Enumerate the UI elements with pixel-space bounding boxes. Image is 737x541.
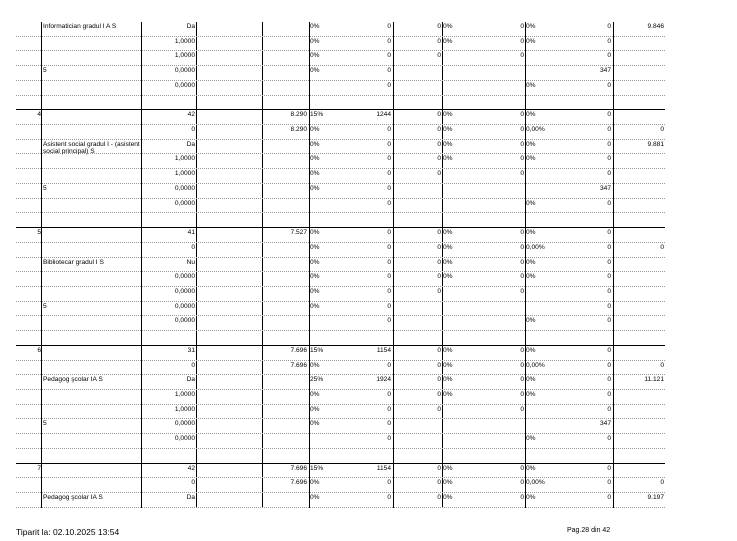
table-row — [16, 110, 665, 125]
cell-percent-a: 0% — [310, 67, 320, 74]
cell-grade-value: Da — [186, 23, 195, 30]
cell-percent-a: 0% — [310, 170, 320, 177]
cell-amount-a: 0 — [387, 479, 391, 486]
cell-amount-a: 0 — [387, 273, 391, 280]
table-row — [16, 81, 665, 96]
table-row — [16, 169, 665, 184]
cell-amount-b: 0 — [437, 52, 441, 59]
table-row — [16, 361, 665, 375]
cell-function-name: Pedagog şcolar IA S — [43, 494, 103, 501]
cell-percent-c: 0% — [526, 200, 536, 207]
cell-base-salary: 7.696 — [290, 347, 307, 354]
cell-percent-c: 0% — [526, 273, 536, 280]
table-row — [16, 154, 665, 169]
cell-amount-b: 0 — [437, 391, 441, 398]
cell-amount-a: 0 — [387, 126, 391, 133]
cell-percent-b: 0% — [443, 479, 453, 486]
table-row — [16, 66, 665, 81]
cell-function-name: 5 — [43, 420, 47, 427]
table-row — [16, 243, 665, 258]
table-row — [16, 258, 665, 272]
cell-amount-a: 1924 — [376, 376, 391, 383]
cell-amount-c: 0 — [520, 347, 524, 354]
cell-grade-value: 0,0000 — [174, 420, 195, 427]
table-row — [16, 140, 665, 154]
cell-amount-b: 0 — [437, 259, 441, 266]
cell-amount-c: 0 — [520, 155, 524, 162]
table-row — [16, 302, 665, 316]
cell-percent-a: 0% — [310, 303, 320, 310]
cell-percent-c: 0% — [526, 391, 536, 398]
cell-percent-c: 0% — [526, 23, 536, 30]
cell-total: 0 — [660, 362, 664, 369]
cell-amount-b: 0 — [437, 126, 441, 133]
cell-amount-a: 0 — [387, 303, 391, 310]
table-row — [16, 287, 665, 302]
cell-amount-a: 0 — [387, 317, 391, 324]
cell-percent-c: 0% — [526, 376, 536, 383]
cell-percent-c: 0,00% — [526, 362, 545, 369]
cell-amount-d: 0 — [607, 170, 611, 177]
cell-percent-a: 0% — [310, 406, 320, 413]
cell-function-name: Informatician gradul I A S — [43, 23, 117, 30]
cell-row-index: 6 — [37, 347, 41, 354]
cell-amount-d: 0 — [607, 494, 611, 501]
cell-amount-d: 0 — [607, 126, 611, 133]
cell-amount-c: 0 — [520, 362, 524, 369]
cell-amount-a: 1244 — [376, 111, 391, 118]
cell-amount-c: 0 — [520, 126, 524, 133]
cell-percent-c: 0% — [526, 494, 536, 501]
cell-percent-b: 0% — [443, 347, 453, 354]
cell-amount-a: 0 — [387, 200, 391, 207]
cell-total: 9.197 — [647, 494, 664, 501]
table-row — [16, 213, 665, 228]
cell-grade-value: 0,0000 — [174, 185, 195, 192]
table-row — [16, 419, 665, 434]
cell-amount-d: 0 — [607, 155, 611, 162]
table-row — [16, 449, 665, 464]
cell-percent-a: 0% — [310, 391, 320, 398]
cell-total: 0 — [660, 126, 664, 133]
cell-total: 0 — [660, 479, 664, 486]
table-row — [16, 184, 665, 199]
cell-percent-b: 0% — [443, 362, 453, 369]
cell-amount-c: 0 — [520, 23, 524, 30]
cell-amount-b: 0 — [437, 229, 441, 236]
cell-amount-d: 0 — [607, 38, 611, 45]
table-row — [16, 478, 665, 493]
cell-function-name: 5 — [43, 67, 47, 74]
print-timestamp: Tiparit la: 02.10.2025 13:54 — [16, 527, 120, 537]
cell-amount-c: 0 — [520, 273, 524, 280]
cell-amount-a: 0 — [387, 52, 391, 59]
cell-base-salary: 7.696 — [290, 362, 307, 369]
table-row — [16, 375, 665, 390]
cell-function-name: 5 — [43, 303, 47, 310]
table-row — [16, 331, 665, 346]
cell-amount-a: 0 — [387, 362, 391, 369]
table-row — [16, 464, 665, 478]
cell-amount-c: 0 — [520, 376, 524, 383]
cell-total: 9.846 — [647, 23, 664, 30]
cell-percent-b: 0% — [443, 141, 453, 148]
cell-amount-b: 0 — [437, 273, 441, 280]
cell-grade-value: Nu — [186, 259, 195, 266]
page-number: Pag.28 din 42 — [567, 527, 611, 534]
cell-amount-a: 0 — [387, 67, 391, 74]
cell-amount-c: 0 — [520, 111, 524, 118]
cell-percent-c: 0% — [526, 111, 536, 118]
table-row — [16, 272, 665, 287]
cell-percent-b: 0% — [443, 494, 453, 501]
cell-percent-c: 0,00% — [526, 479, 545, 486]
cell-amount-d: 0 — [607, 244, 611, 251]
cell-grade-value: 1,0000 — [174, 52, 195, 59]
cell-amount-a: 0 — [387, 170, 391, 177]
cell-percent-a: 0% — [310, 126, 320, 133]
cell-function-name: Asistent social gradul I - (asistent social principal) S — [43, 141, 140, 155]
cell-amount-d: 0 — [607, 479, 611, 486]
salary-table — [16, 22, 665, 508]
cell-amount-b: 0 — [437, 111, 441, 118]
table-row — [16, 405, 665, 419]
cell-percent-c: 0% — [526, 155, 536, 162]
cell-percent-a: 25% — [310, 376, 324, 383]
cell-grade-value: 1,0000 — [174, 170, 195, 177]
cell-amount-c: 0 — [520, 141, 524, 148]
cell-percent-a: 0% — [310, 155, 320, 162]
cell-amount-d: 0 — [607, 141, 611, 148]
cell-amount-c: 0 — [520, 259, 524, 266]
table-row — [16, 228, 665, 243]
cell-percent-c: 0% — [526, 435, 536, 442]
cell-amount-a: 0 — [387, 494, 391, 501]
cell-percent-a: 0% — [310, 185, 320, 192]
cell-amount-a: 0 — [387, 288, 391, 295]
cell-percent-b: 0% — [443, 259, 453, 266]
cell-amount-b: 0 — [437, 376, 441, 383]
cell-amount-b: 0 — [437, 465, 441, 472]
cell-percent-b: 0% — [443, 273, 453, 280]
cell-percent-a: 0% — [310, 273, 320, 280]
cell-function-name: Bibliotecar gradul I S — [43, 259, 104, 266]
cell-percent-b: 0% — [443, 126, 453, 133]
cell-amount-d: 0 — [607, 23, 611, 30]
cell-percent-c: 0% — [526, 317, 536, 324]
cell-percent-b: 0% — [443, 465, 453, 472]
cell-amount-c: 0 — [520, 465, 524, 472]
cell-percent-c: 0% — [526, 141, 536, 148]
cell-amount-d: 0 — [607, 259, 611, 266]
cell-amount-b: 0 — [437, 362, 441, 369]
cell-grade-value: 1,0000 — [174, 155, 195, 162]
cell-amount-a: 0 — [387, 155, 391, 162]
cell-function-name: 5 — [43, 185, 47, 192]
cell-percent-a: 0% — [310, 362, 320, 369]
cell-amount-d: 0 — [607, 362, 611, 369]
cell-amount-a: 0 — [387, 259, 391, 266]
cell-amount-b: 0 — [437, 479, 441, 486]
cell-grade-value: 0,0000 — [174, 82, 195, 89]
cell-amount-d: 0 — [607, 288, 611, 295]
cell-amount-c: 0 — [520, 288, 524, 295]
cell-amount-d: 347 — [599, 420, 611, 427]
cell-amount-b: 0 — [437, 244, 441, 251]
cell-grade-value: 42 — [187, 111, 195, 118]
cell-percent-b: 0% — [443, 391, 453, 398]
cell-grade-value: 0 — [191, 244, 195, 251]
cell-grade-value: 0 — [191, 362, 195, 369]
table-row — [16, 434, 665, 449]
cell-row-index: 4 — [37, 111, 41, 118]
table-row — [16, 493, 665, 508]
cell-amount-b: 0 — [437, 494, 441, 501]
cell-percent-a: 0% — [310, 38, 320, 45]
cell-amount-d: 347 — [599, 185, 611, 192]
cell-total: 11.121 — [644, 376, 664, 383]
cell-amount-b: 0 — [437, 406, 441, 413]
cell-base-salary: 8.290 — [290, 126, 307, 133]
cell-amount-b: 0 — [437, 347, 441, 354]
cell-grade-value: 31 — [187, 347, 195, 354]
cell-amount-b: 0 — [437, 288, 441, 295]
cell-amount-d: 0 — [607, 391, 611, 398]
cell-percent-a: 0% — [310, 244, 320, 251]
table-row — [16, 346, 665, 361]
cell-percent-c: 0% — [526, 259, 536, 266]
cell-amount-b: 0 — [437, 155, 441, 162]
cell-amount-d: 0 — [607, 303, 611, 310]
cell-amount-d: 0 — [607, 200, 611, 207]
cell-percent-a: 0% — [310, 259, 320, 266]
cell-percent-c: 0% — [526, 347, 536, 354]
table-row — [16, 22, 665, 37]
cell-amount-c: 0 — [520, 52, 524, 59]
cell-percent-b: 0% — [443, 155, 453, 162]
cell-percent-a: 0% — [310, 479, 320, 486]
cell-amount-d: 0 — [607, 111, 611, 118]
cell-row-index: 7 — [37, 465, 41, 472]
cell-amount-a: 0 — [387, 141, 391, 148]
cell-amount-b: 0 — [437, 141, 441, 148]
cell-total: 9.881 — [647, 141, 664, 148]
cell-grade-value: 1,0000 — [174, 391, 195, 398]
cell-amount-a: 0 — [387, 244, 391, 251]
cell-amount-a: 0 — [387, 435, 391, 442]
table-row — [16, 51, 665, 66]
cell-amount-d: 0 — [607, 435, 611, 442]
cell-grade-value: 1,0000 — [174, 38, 195, 45]
cell-amount-d: 0 — [607, 376, 611, 383]
cell-percent-b: 0% — [443, 229, 453, 236]
cell-amount-d: 0 — [607, 273, 611, 280]
cell-amount-d: 0 — [607, 465, 611, 472]
cell-amount-d: 0 — [607, 82, 611, 89]
cell-amount-c: 0 — [520, 479, 524, 486]
table-row — [16, 390, 665, 405]
cell-amount-b: 0 — [437, 23, 441, 30]
cell-function-name: Pedagog şcolar IA S — [43, 376, 103, 383]
cell-grade-value: 0,0000 — [174, 200, 195, 207]
cell-amount-a: 0 — [387, 406, 391, 413]
cell-total: 0 — [660, 244, 664, 251]
cell-grade-value: 0,0000 — [174, 303, 195, 310]
cell-amount-d: 0 — [607, 229, 611, 236]
cell-base-salary: 7.527 — [290, 229, 307, 236]
table-row — [16, 37, 665, 51]
cell-grade-value: Da — [186, 376, 195, 383]
cell-amount-a: 0 — [387, 391, 391, 398]
table-row — [16, 316, 665, 331]
cell-grade-value: 0,0000 — [174, 273, 195, 280]
cell-amount-d: 0 — [607, 317, 611, 324]
cell-percent-a: 0% — [310, 141, 320, 148]
cell-percent-c: 0,00% — [526, 126, 545, 133]
cell-percent-b: 0% — [443, 23, 453, 30]
cell-percent-b: 0% — [443, 111, 453, 118]
cell-grade-value: 0,0000 — [174, 317, 195, 324]
cell-percent-a: 0% — [310, 229, 320, 236]
cell-percent-a: 0% — [310, 288, 320, 295]
cell-base-salary: 8.290 — [290, 111, 307, 118]
cell-amount-a: 1154 — [376, 347, 391, 354]
cell-amount-d: 347 — [599, 67, 611, 74]
cell-percent-c: 0% — [526, 229, 536, 236]
cell-amount-c: 0 — [520, 229, 524, 236]
cell-amount-c: 0 — [520, 170, 524, 177]
cell-grade-value: 42 — [187, 465, 195, 472]
cell-grade-value: Da — [186, 494, 195, 501]
cell-base-salary: 7.696 — [290, 479, 307, 486]
cell-percent-c: 0% — [526, 82, 536, 89]
cell-percent-b: 0% — [443, 244, 453, 251]
cell-percent-c: 0% — [526, 465, 536, 472]
cell-grade-value: 0,0000 — [174, 67, 195, 74]
cell-amount-a: 0 — [387, 38, 391, 45]
cell-amount-a: 0 — [387, 82, 391, 89]
cell-row-index: 5 — [37, 229, 41, 236]
cell-grade-value: 0,0000 — [174, 288, 195, 295]
cell-percent-c: 0,00% — [526, 244, 545, 251]
cell-amount-c: 0 — [520, 494, 524, 501]
cell-amount-a: 0 — [387, 229, 391, 236]
cell-amount-d: 0 — [607, 406, 611, 413]
cell-percent-b: 0% — [443, 376, 453, 383]
cell-grade-value: 0 — [191, 479, 195, 486]
cell-percent-a: 15% — [310, 465, 324, 472]
cell-percent-c: 0% — [526, 38, 536, 45]
cell-amount-a: 0 — [387, 23, 391, 30]
cell-percent-a: 0% — [310, 52, 320, 59]
table-row — [16, 199, 665, 213]
cell-amount-a: 0 — [387, 420, 391, 427]
cell-amount-c: 0 — [520, 244, 524, 251]
table-row — [16, 125, 665, 140]
cell-amount-d: 0 — [607, 347, 611, 354]
cell-amount-c: 0 — [520, 406, 524, 413]
cell-amount-c: 0 — [520, 391, 524, 398]
cell-amount-b: 0 — [437, 170, 441, 177]
cell-grade-value: 0,0000 — [174, 435, 195, 442]
cell-base-salary: 7.696 — [290, 465, 307, 472]
cell-percent-a: 0% — [310, 420, 320, 427]
cell-percent-a: 0% — [310, 23, 320, 30]
table-row — [16, 96, 665, 110]
cell-amount-d: 0 — [607, 52, 611, 59]
cell-grade-value: 1,0000 — [174, 406, 195, 413]
cell-grade-value: 0 — [191, 126, 195, 133]
cell-percent-b: 0% — [443, 38, 453, 45]
cell-grade-value: Da — [186, 141, 195, 148]
cell-amount-a: 0 — [387, 185, 391, 192]
cell-amount-a: 1154 — [376, 465, 391, 472]
cell-amount-b: 0 — [437, 38, 441, 45]
cell-percent-a: 15% — [310, 111, 324, 118]
cell-grade-value: 41 — [187, 229, 195, 236]
cell-percent-a: 15% — [310, 347, 324, 354]
cell-amount-c: 0 — [520, 38, 524, 45]
cell-percent-a: 0% — [310, 494, 320, 501]
